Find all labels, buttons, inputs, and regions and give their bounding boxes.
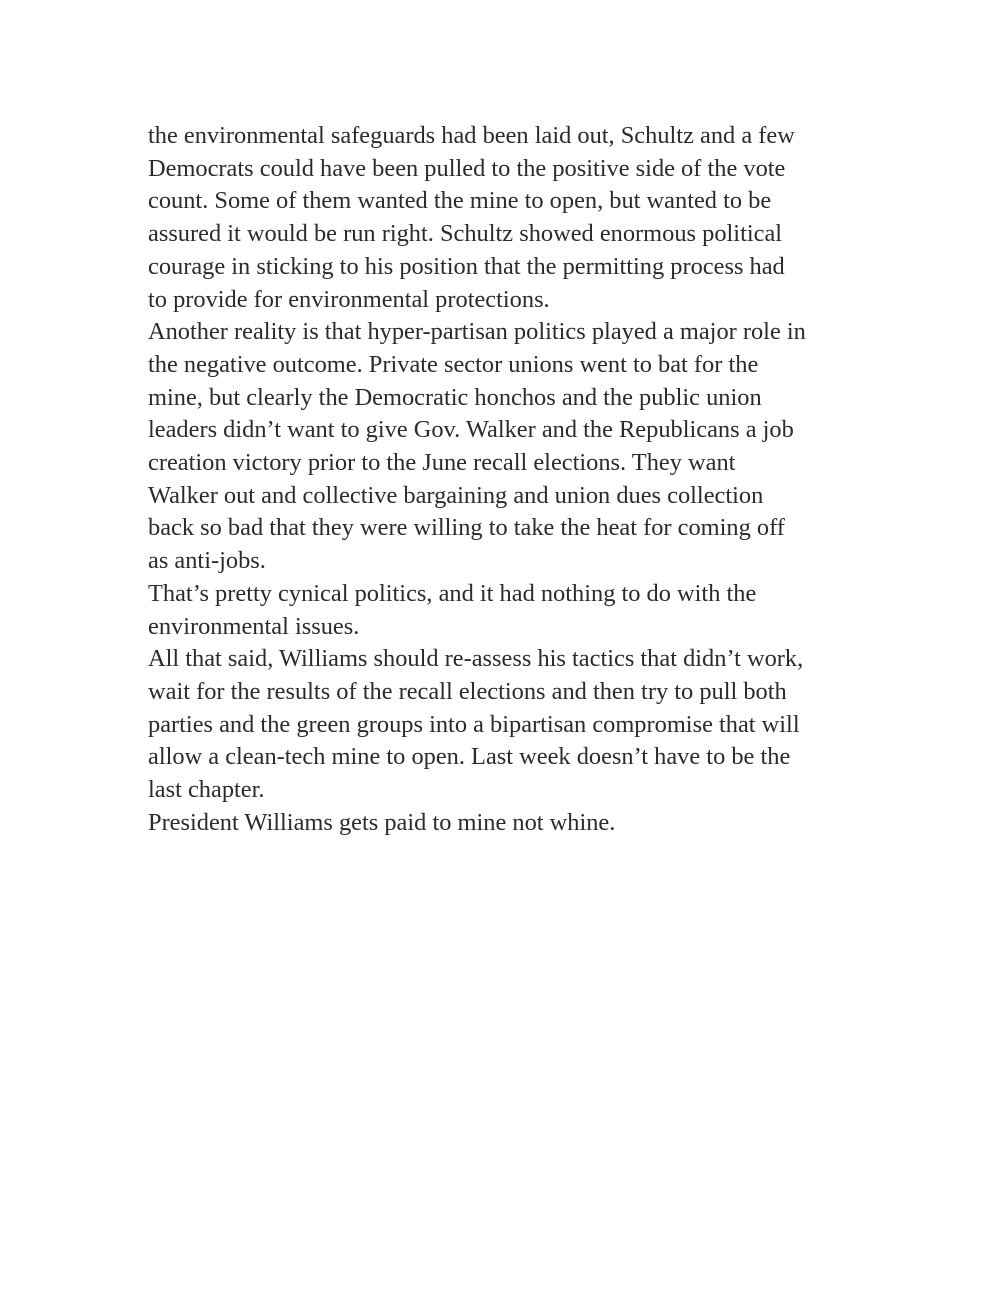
text-line: creation victory prior to the June recall elections. They want bbox=[148, 449, 736, 477]
text-line: Walker out and collective bargaining and union dues collection bbox=[148, 481, 764, 509]
body-text bbox=[148, 120, 860, 839]
text-line: courage in sticking to his position that the permitting process had bbox=[148, 252, 785, 280]
text-line: the negative outcome. Private sector unions went to bat for the bbox=[148, 350, 759, 378]
text-line: All that said, Williams should re-assess his tactics that didn’t work, bbox=[148, 645, 804, 673]
text-line: last chapter. bbox=[148, 776, 265, 804]
text-line: as anti-jobs. bbox=[148, 547, 266, 575]
text-line: Another reality is that hyper-partisan politics played a major role in bbox=[148, 318, 806, 346]
text-line: allow a clean-tech mine to open. Last week doesn’t have to be the bbox=[148, 743, 791, 771]
text-line: to provide for environmental protections. bbox=[148, 285, 550, 313]
text-line: That’s pretty cynical politics, and it had nothing to do with the bbox=[148, 579, 757, 607]
text-line: assured it would be run right. Schultz showed enormous political bbox=[148, 220, 783, 248]
text-line: parties and the green groups into a bipartisan compromise that will bbox=[148, 710, 800, 738]
text-line: wait for the results of the recall elections and then try to pull both bbox=[148, 677, 787, 705]
text-line: environmental issues. bbox=[148, 612, 360, 640]
text-line: mine, but clearly the Democratic honchos and the public union bbox=[148, 383, 762, 411]
text-line: Democrats could have been pulled to the positive side of the vote bbox=[148, 154, 786, 182]
text-line: back so bad that they were willing to take the heat for coming off bbox=[148, 514, 785, 542]
text-line: leaders didn’t want to give Gov. Walker and the Republicans a job bbox=[148, 416, 794, 444]
text-line: the environmental safeguards had been laid out, Schultz and a few bbox=[148, 122, 795, 149]
text-line: count. Some of them wanted the mine to open, but wanted to be bbox=[148, 187, 772, 215]
text-line: President Williams gets paid to mine not whine. bbox=[148, 808, 616, 836]
